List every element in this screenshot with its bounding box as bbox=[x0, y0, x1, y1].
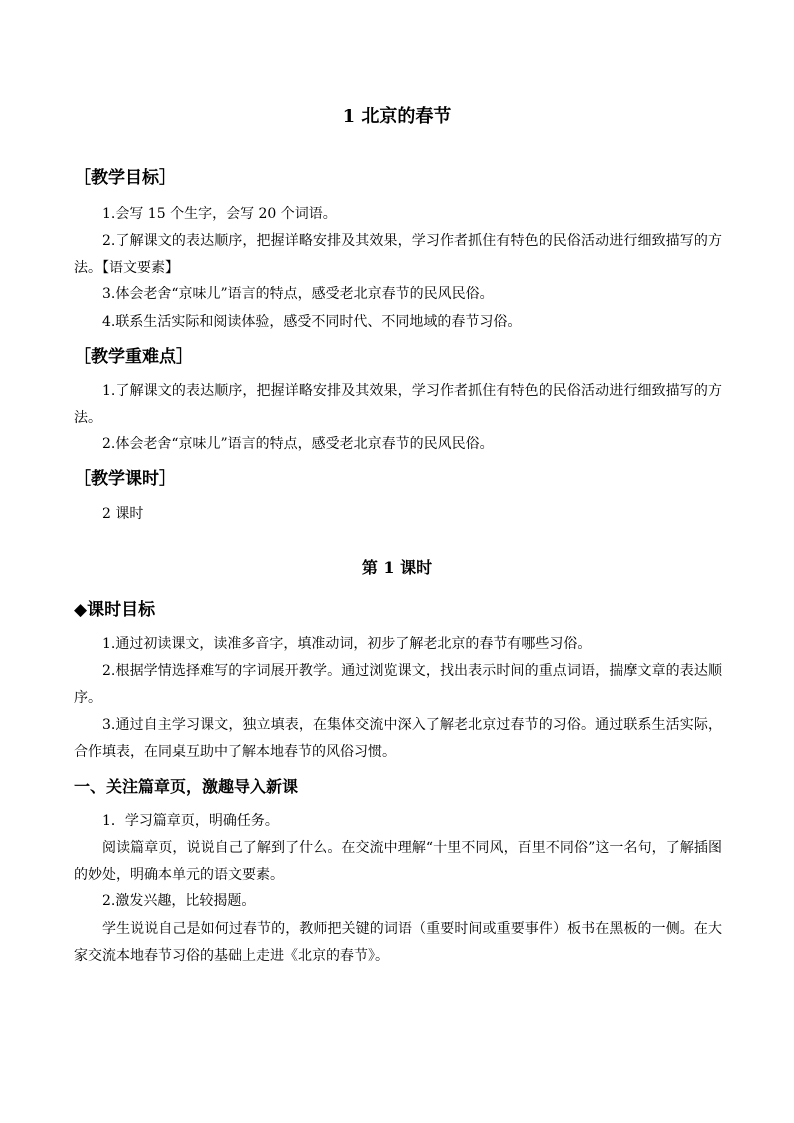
lesson-title: 第 1 课时 bbox=[361, 558, 433, 577]
objective-item-2: 2.根据学情选择难写的字词展开教学。通过浏览课文，找出表示时间的重点词语，揣摩文章的表达顺序。 bbox=[74, 663, 722, 706]
section-heading-key-points: ［教学重难点］ bbox=[74, 347, 193, 367]
goal-item-3: 3.体会老舍“京味儿”语言的特点，感受老北京春节的民风民俗。 bbox=[102, 286, 494, 302]
objective-item-1: 1.通过初读课文，读准多音字，填准动词，初步了解老北京的春节有哪些习俗。 bbox=[102, 636, 592, 652]
key-point-item-2: 2.体会老舍“京味儿”语言的特点，感受老北京春节的民风民俗。 bbox=[102, 436, 494, 452]
part1-paragraph-3: 2.激发兴趣，比较揭题。 bbox=[102, 893, 256, 909]
part1-paragraph-1: 1．学习篇章页，明确任务。 bbox=[102, 813, 279, 829]
section-heading-teaching-goals: ［教学目标］ bbox=[74, 168, 176, 188]
goal-item-2: 2.了解课文的表达顺序，把握详略安排及其效果，学习作者抓住有特色的民俗活动进行细致描写的方法。【语文要素】 bbox=[74, 233, 722, 276]
key-point-item-1: 1.了解课文的表达顺序，把握详略安排及其效果，学习作者抓住有特色的民俗活动进行细致描写的方法。 bbox=[74, 383, 722, 426]
goal-item-1: 1.会写 15 个生字，会写 20 个词语。 bbox=[102, 206, 337, 222]
part-heading-1: 一、关注篇章页，激趣导入新课 bbox=[74, 777, 299, 796]
section-heading-lesson-objectives: ◆课时目标 bbox=[74, 600, 156, 620]
part1-paragraph-2: 阅读篇章页，说说自己了解到了什么。在交流中理解“十里不同风，百里不同俗”这一名句，了解插图的妙处，明确本单元的语文要素。 bbox=[74, 840, 722, 883]
goal-item-4: 4.联系生活实际和阅读体验，感受不同时代、不同地域的春节习俗。 bbox=[102, 314, 522, 330]
class-hours-value: 2 课时 bbox=[102, 506, 144, 522]
part1-paragraph-4: 学生说说自己是如何过春节的，教师把关键的词语（重要时间或重要事件）板书在黑板的一侧。在大家交流本地春节习俗的基础上走进《北京的春节》。 bbox=[74, 921, 722, 964]
section-heading-class-hours: ［教学课时］ bbox=[74, 469, 176, 489]
objective-item-3: 3.通过自主学习课文，独立填表，在集体交流中深入了解老北京过春节的习俗。通过联系生活实际，合作填表，在同桌互助中了解本地春节的风俗习惯。 bbox=[74, 717, 722, 760]
document-title: 1 北京的春节 bbox=[342, 106, 452, 127]
